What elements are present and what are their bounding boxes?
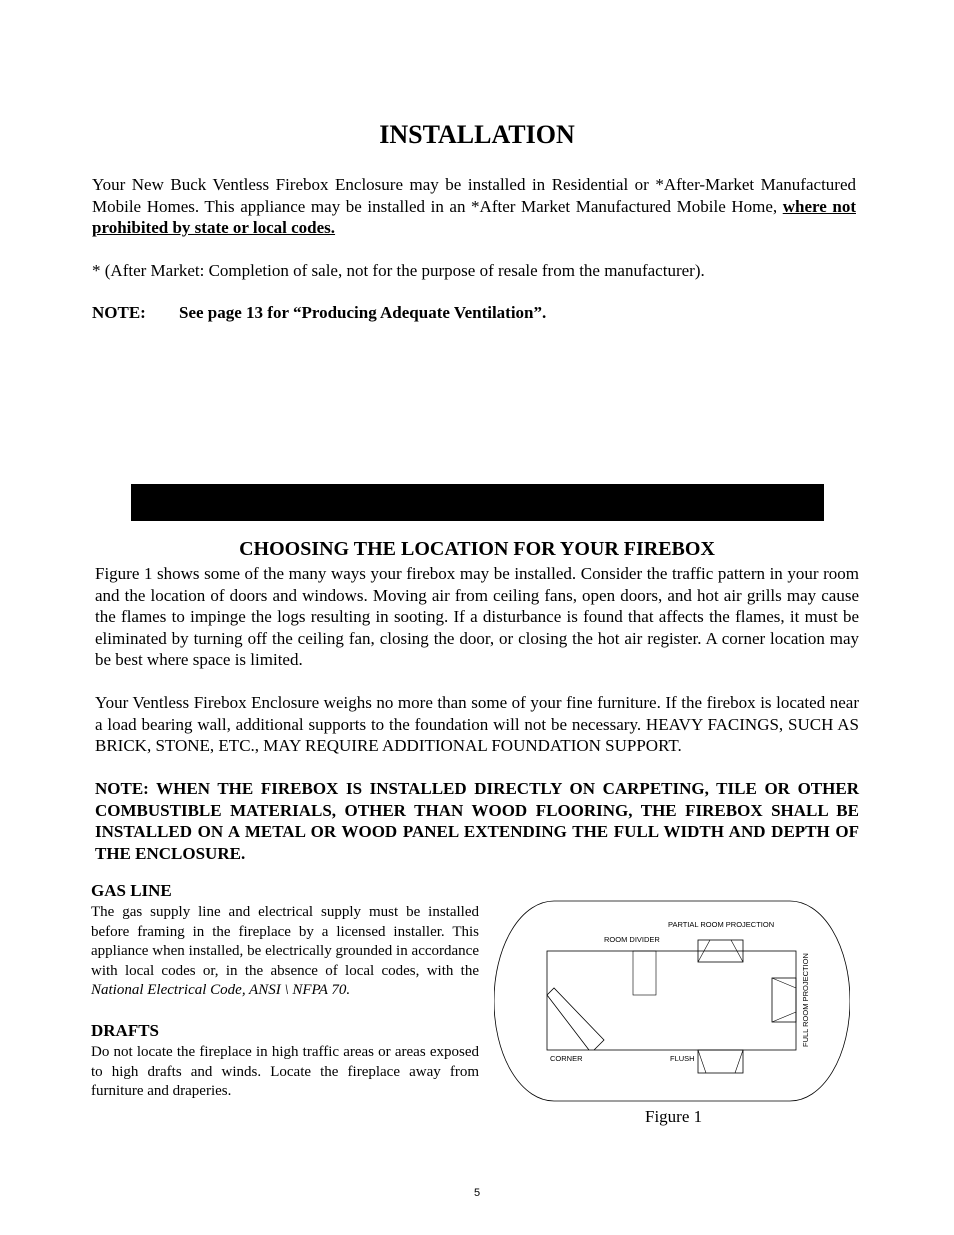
page-title: INSTALLATION — [379, 120, 575, 149]
note-label: NOTE: — [92, 303, 146, 322]
drafts-heading: DRAFTS — [91, 1021, 160, 1040]
intro-paragraph — [92, 174, 856, 239]
page-number: 5 — [473, 1187, 481, 1199]
location-heading: CHOOSING THE LOCATION FOR YOUR FIREBOX — [239, 538, 715, 560]
gas-line-text — [91, 903, 479, 1001]
intro-text: Your New Buck Ventless Firebox Enclosure may be installed in Residential or *After-Market Manufactured Mobile Homes. This appliance may be installed in an *After Market Manufactured Mobile Home, — [92, 175, 856, 216]
location-paragraph-1: Figure 1 shows some of the many ways your firebox may be installed. Consider the traffic pattern in your room and the location of doors and windows. Moving air from ceiling fans, open doors, and hot air grills may cause the flames to impinge the logs resulting in sooting. If a disturbance is found that affects the flames, it must be eliminated by turning off the ceiling fan, closing the door, or closing the hot air register. A corner location may be best where space is limited. — [95, 564, 859, 669]
label-full-projection: FULL ROOM PROJECTION — [801, 953, 810, 1047]
location-note: NOTE: WHEN THE FIREBOX IS INSTALLED DIRECTLY ON CARPETING, TILE OR OTHER COMBUSTIBLE MATERIALS, OTHER THAN WOOD FLOORING, THE FIREBOX SHALL BE INSTALLED ON A METAL OR WOOD PANEL EXTENDING THE FULL WIDTH AND DEPTH OF THE ENCLOSURE. — [95, 779, 859, 863]
black-banner — [131, 484, 824, 521]
figure-caption: Figure 1 — [645, 1107, 703, 1126]
gas-line-body: The gas supply line and electrical supply must be installed before framing in the fireplace by a licensed installer. This appliance when installed, be electrically grounded in accordance with local codes or, in the absence of local codes, with the — [91, 904, 479, 979]
label-flush: FLUSH — [670, 1054, 695, 1063]
room-rectangle — [547, 951, 796, 1050]
intro-underlined-text: where not prohibited by state or local codes. — [92, 196, 856, 237]
ventilation-note — [92, 303, 546, 323]
corner-shape — [547, 988, 604, 1050]
figure-1-diagram — [494, 900, 850, 1102]
room-outline — [494, 901, 850, 1101]
note-text: See page 13 for “Producing Adequate Ventilation”. — [179, 303, 547, 322]
full-projection-shape — [772, 978, 796, 1022]
gas-line-code-reference: National Electrical Code, ANSI \ NFPA 70. — [91, 982, 351, 999]
drafts-text: Do not locate the fireplace in high traffic areas or areas exposed to high drafts and winds. Locate the fireplace away from furniture and draperies. — [91, 1044, 479, 1100]
gas-line-heading: GAS LINE — [91, 881, 172, 900]
label-partial-projection: PARTIAL ROOM PROJECTION — [668, 920, 775, 929]
room-divider-shape — [633, 951, 656, 995]
after-market-note: * (After Market: Completion of sale, not for the purpose of resale from the manufacturer). — [92, 261, 705, 280]
label-corner: CORNER — [550, 1054, 583, 1063]
location-paragraph-2: Your Ventless Firebox Enclosure weighs no more than some of your fine furniture. If the firebox is located near a load bearing wall, additional supports to the foundation will not be necessary. HEAVY FACINGS, SUCH AS BRICK, STONE, ETC., MAY REQUIRE ADDITIONAL FOUNDATION SUPPORT. — [95, 693, 859, 755]
label-room-divider: ROOM DIVIDER — [604, 935, 660, 944]
